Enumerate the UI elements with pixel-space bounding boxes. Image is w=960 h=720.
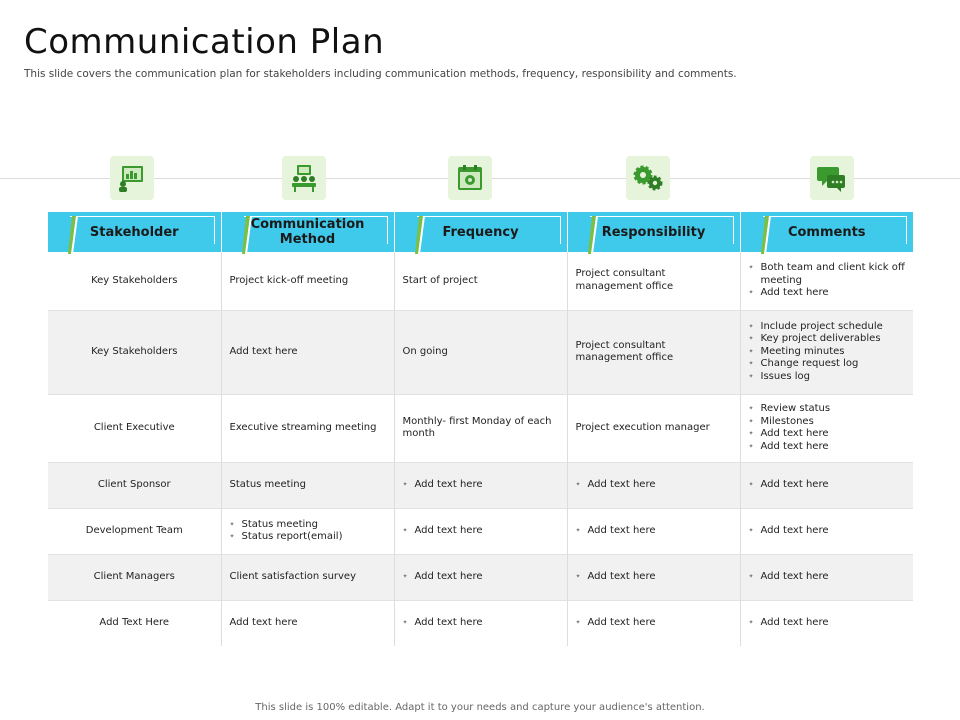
cell-frequency bbox=[394, 554, 567, 600]
header-communication-method bbox=[221, 212, 394, 252]
bullet-item: ✦ Add text here bbox=[403, 617, 559, 630]
bullet-item: ✦ Add text here bbox=[749, 525, 906, 538]
header-responsibility bbox=[567, 212, 740, 252]
bullet-list bbox=[576, 571, 732, 584]
bullet-list bbox=[403, 571, 559, 584]
calendar-gear-icon bbox=[448, 156, 492, 200]
header-label: Communication Method bbox=[250, 217, 365, 247]
cell-text: Monthly- first Monday of each month bbox=[402, 415, 552, 439]
bullet-list bbox=[749, 479, 906, 492]
bullet-item: ✦ Add text here bbox=[749, 428, 906, 441]
bullet-list bbox=[749, 525, 906, 538]
bullet-list bbox=[576, 617, 732, 630]
cell-method bbox=[221, 554, 394, 600]
table-row bbox=[48, 554, 913, 600]
cell-method bbox=[221, 462, 394, 508]
cell-stakeholder: Key Stakeholders bbox=[48, 310, 221, 394]
cell-responsibility bbox=[567, 252, 740, 310]
table-row bbox=[48, 310, 913, 394]
cell-text: Project execution manager bbox=[575, 421, 710, 433]
bullet-item: ✦ Add text here bbox=[749, 617, 906, 630]
cell-responsibility bbox=[567, 394, 740, 462]
cell-text: Add text here bbox=[229, 345, 298, 357]
bullet-item: ✦ Change request log bbox=[749, 358, 906, 371]
cell-method bbox=[221, 508, 394, 554]
bullet-item: ✦ Add text here bbox=[403, 525, 559, 538]
cell-stakeholder: Client Managers bbox=[48, 554, 221, 600]
bullet-list bbox=[749, 262, 906, 300]
bullet-item: ✦ Add text here bbox=[749, 479, 906, 492]
cell-comments bbox=[740, 508, 913, 554]
bullet-item: ✦ Add text here bbox=[403, 571, 559, 584]
cell-comments bbox=[740, 462, 913, 508]
cell-text: Project consultant management office bbox=[575, 339, 674, 363]
bullet-list bbox=[749, 321, 906, 384]
bullet-item: ✦ Add text here bbox=[576, 571, 732, 584]
cell-text: On going bbox=[402, 345, 448, 357]
cell-text: Project consultant management office bbox=[575, 268, 674, 292]
cell-method bbox=[221, 310, 394, 394]
cell-responsibility bbox=[567, 508, 740, 554]
bullet-list bbox=[403, 617, 559, 630]
header-frequency bbox=[394, 212, 567, 252]
table-row bbox=[48, 508, 913, 554]
bullet-list bbox=[230, 519, 386, 544]
bullet-item: ✦ Add text here bbox=[749, 571, 906, 584]
communication-plan-table bbox=[48, 212, 913, 646]
table-header-row bbox=[48, 212, 913, 252]
cell-text: Project kick-off meeting bbox=[229, 274, 349, 286]
bullet-item: ✦ Status meeting bbox=[230, 519, 386, 532]
header-stakeholder bbox=[48, 212, 221, 252]
cell-text: Add text here bbox=[229, 617, 298, 628]
cell-comments bbox=[740, 310, 913, 394]
header-label: Frequency bbox=[442, 224, 519, 240]
bullet-item: ✦ Add text here bbox=[576, 479, 732, 492]
cell-frequency bbox=[394, 462, 567, 508]
bullet-list bbox=[403, 525, 559, 538]
header-label: Responsibility bbox=[601, 224, 706, 240]
bullet-item: ✦ Include project schedule bbox=[749, 321, 906, 334]
cell-responsibility bbox=[567, 462, 740, 508]
cell-comments bbox=[740, 600, 913, 646]
bullet-item: ✦ Issues log bbox=[749, 371, 906, 384]
cell-stakeholder: Client Executive bbox=[48, 394, 221, 462]
cell-text: Executive streaming meeting bbox=[229, 421, 377, 433]
cell-responsibility bbox=[567, 554, 740, 600]
footer-note: This slide is 100% editable. Adapt it to your needs and capture your audience's attention. bbox=[255, 702, 705, 713]
gears-icon bbox=[626, 156, 670, 200]
presentation-board-icon bbox=[110, 156, 154, 200]
bullet-item: ✦ Add text here bbox=[403, 479, 559, 492]
cell-stakeholder: Client Sponsor bbox=[48, 462, 221, 508]
bullet-list bbox=[403, 479, 559, 492]
cell-responsibility bbox=[567, 600, 740, 646]
bullet-item: ✦ Add text here bbox=[576, 525, 732, 538]
cell-comments bbox=[740, 394, 913, 462]
cell-text: Client satisfaction survey bbox=[229, 570, 357, 582]
bullet-list bbox=[749, 403, 906, 453]
header-comments bbox=[740, 212, 913, 252]
bullet-item: ✦ Add text here bbox=[749, 287, 906, 300]
bullet-item: ✦ Add text here bbox=[576, 617, 732, 630]
table-row bbox=[48, 600, 913, 646]
bullet-item: ✦ Key project deliverables bbox=[749, 333, 906, 346]
table-row bbox=[48, 394, 913, 462]
cell-comments bbox=[740, 554, 913, 600]
cell-frequency bbox=[394, 310, 567, 394]
bullet-item: ✦ Review status bbox=[749, 403, 906, 416]
slide-title: Communication Plan bbox=[24, 22, 385, 62]
cell-frequency bbox=[394, 508, 567, 554]
cell-method bbox=[221, 394, 394, 462]
bullet-list bbox=[749, 571, 906, 584]
header-label: Stakeholder bbox=[89, 224, 179, 240]
slide-subtitle: This slide covers the communication plan for stakeholders including communication methods, frequency, responsibility and comments. bbox=[24, 68, 737, 80]
bullet-item: ✦ Meeting minutes bbox=[749, 346, 906, 359]
bullet-item: ✦ Add text here bbox=[749, 441, 906, 454]
bullet-item: ✦ Status report(email) bbox=[230, 531, 386, 544]
cell-stakeholder: Key Stakeholders bbox=[48, 252, 221, 310]
cell-stakeholder: Add Text Here bbox=[48, 600, 221, 646]
bullet-list bbox=[576, 525, 732, 538]
table-row bbox=[48, 252, 913, 310]
bullet-item: ✦ Both team and client kick off meeting bbox=[749, 262, 906, 287]
header-label: Comments bbox=[787, 224, 866, 240]
cell-text: Start of project bbox=[402, 274, 478, 286]
chat-bubbles-icon bbox=[810, 156, 854, 200]
cell-frequency bbox=[394, 252, 567, 310]
table-row bbox=[48, 462, 913, 508]
cell-method bbox=[221, 252, 394, 310]
cell-responsibility bbox=[567, 310, 740, 394]
cell-text: Status meeting bbox=[229, 478, 306, 490]
bullet-list bbox=[749, 617, 906, 630]
bullet-item: ✦ Milestones bbox=[749, 416, 906, 429]
cell-method bbox=[221, 600, 394, 646]
cell-frequency bbox=[394, 394, 567, 462]
cell-stakeholder: Development Team bbox=[48, 508, 221, 554]
bullet-list bbox=[576, 479, 732, 492]
team-meeting-icon bbox=[282, 156, 326, 200]
cell-comments bbox=[740, 252, 913, 310]
cell-frequency bbox=[394, 600, 567, 646]
